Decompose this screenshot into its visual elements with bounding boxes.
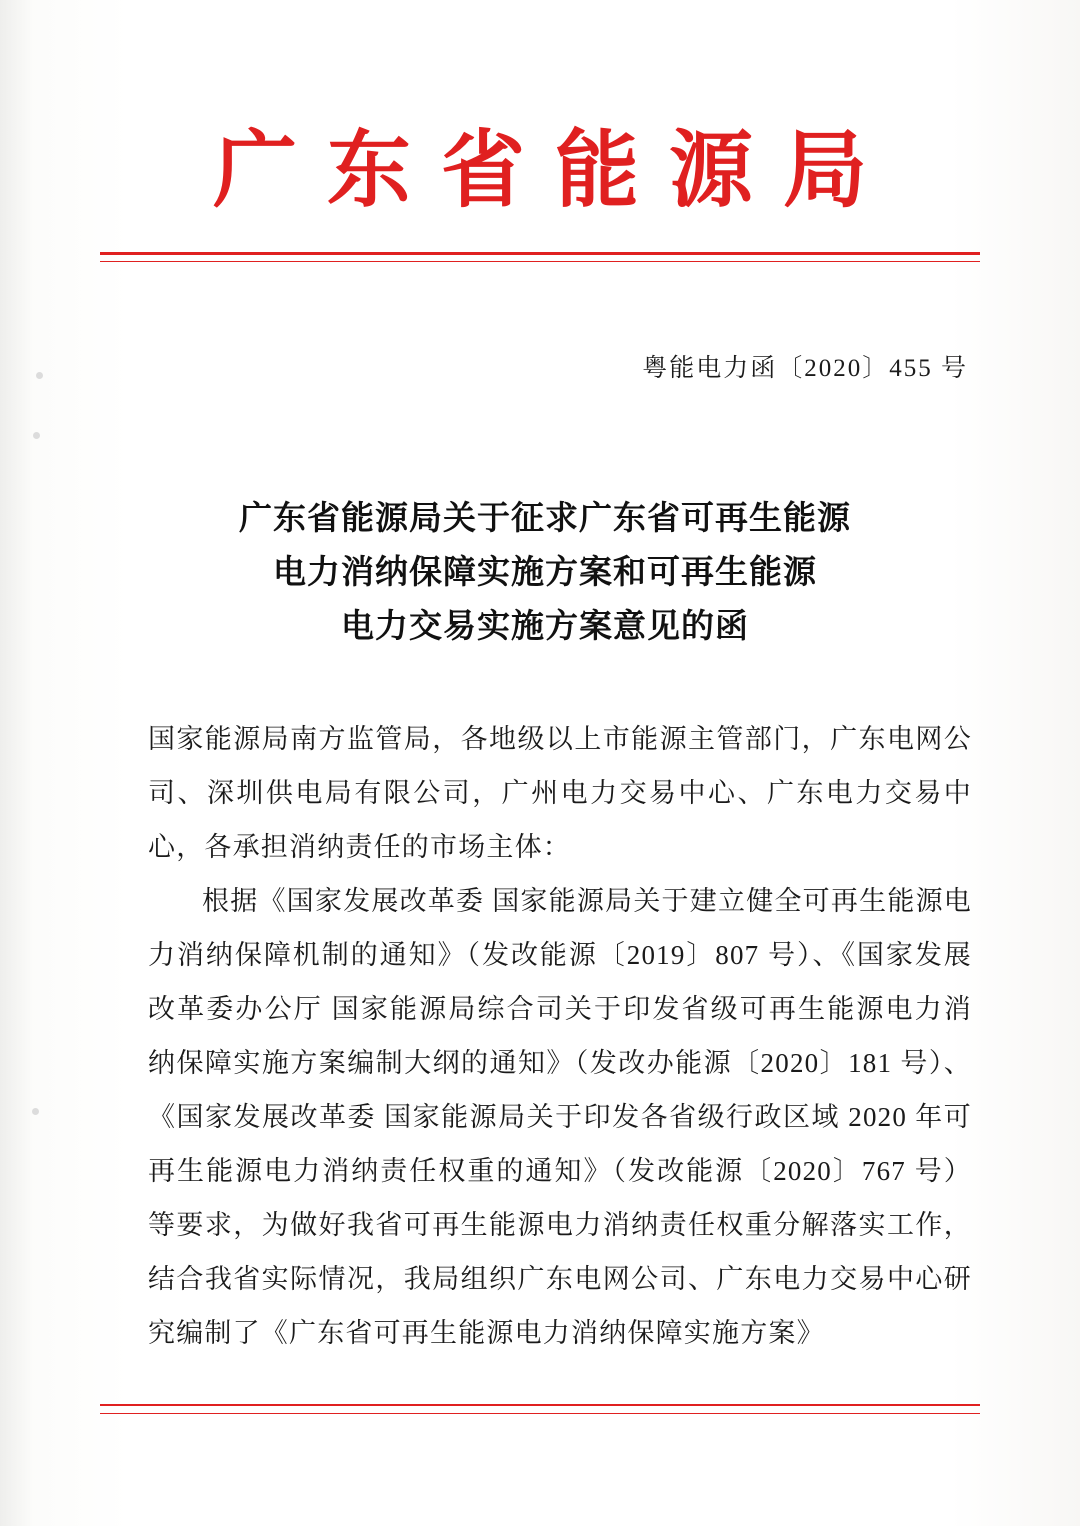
letterhead <box>0 125 1080 218</box>
document-number: 粤能电力函〔2020〕455 号 <box>642 355 968 382</box>
paper-margin-mark <box>36 372 43 379</box>
divider-line-thin <box>100 261 980 262</box>
paper-margin-mark <box>33 432 40 439</box>
document-body <box>148 712 972 1360</box>
body-paragraph-1: 根据《国家发展改革委 国家能源局关于建立健全可再生能源电力消纳保障机制的通知》（发改能源〔2019〕807 号）、《国家发展改革委办公厅 国家能源局综合司关于印发省级可再生能源电力消纳保障实施方案编制大纲的通知》（发改办能源〔2020〕181 号）、《国家发展改革委 国家能源局关于印发各省级行政区域 2020 年可再生能源电力消纳责任权重的通知》（发改能源〔2020〕767 号）等要求，为做好我省可再生能源电力消纳责任权重分解落实工作，结合我省实际情况，我局组织广东电网公司、广东电力交易中心研究编制了《广东省可再生能源电力消纳保障实施方案》 <box>148 886 972 1348</box>
divider-line-thin <box>100 1413 980 1414</box>
page-title <box>150 492 940 654</box>
footer-divider <box>100 1404 980 1414</box>
recipient-list: 国家能源局南方监管局，各地级以上市能源主管部门，广东电网公司、深圳供电局有限公司，广州电力交易中心、广东电力交易中心，各承担消纳责任的市场主体： <box>148 724 972 862</box>
page-title-line-3: 电力交易实施方案意见的函 <box>341 609 749 645</box>
issuing-authority-title: 广东省能源局 <box>212 125 897 218</box>
divider-line-thick <box>100 252 980 255</box>
letterhead-divider <box>100 252 980 262</box>
page-title-line-1: 广东省能源局关于征求广东省可再生能源 <box>239 501 851 537</box>
page-title-line-2: 电力消纳保障实施方案和可再生能源 <box>273 555 817 591</box>
divider-line-thick <box>100 1404 980 1406</box>
paper-margin-mark <box>32 1108 39 1115</box>
